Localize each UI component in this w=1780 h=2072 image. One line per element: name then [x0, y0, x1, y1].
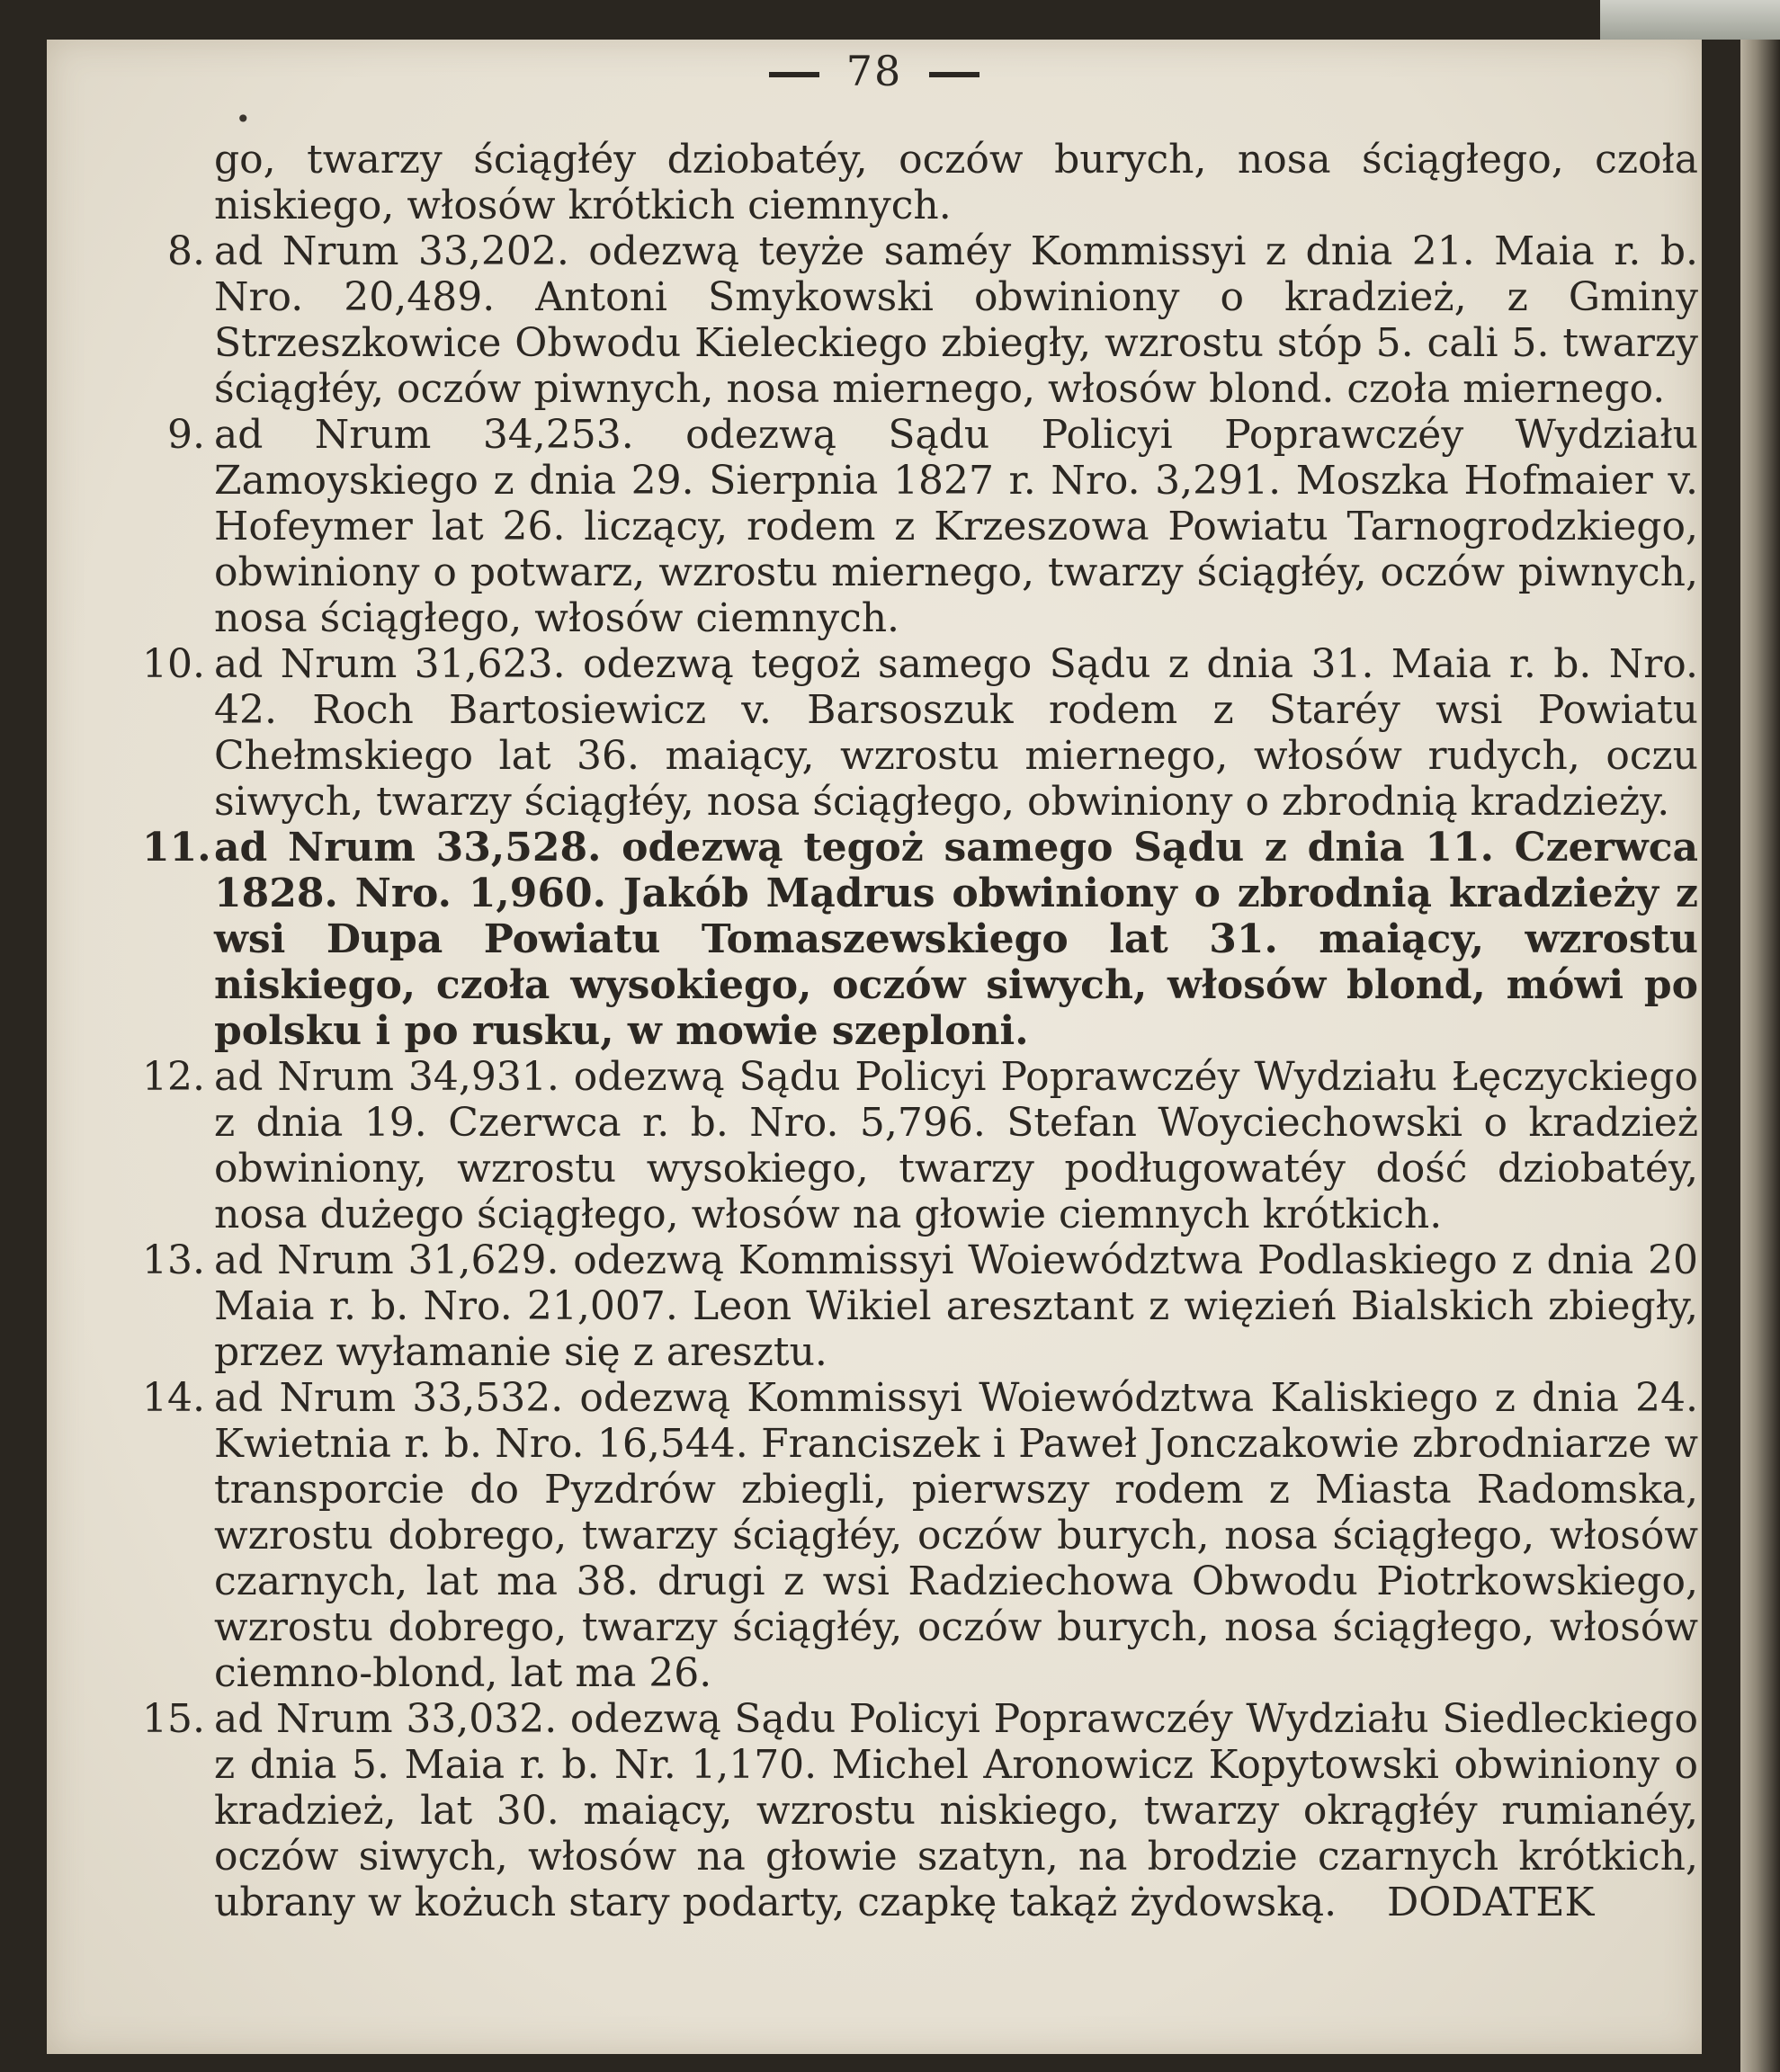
- page-corner: [1600, 0, 1780, 40]
- page-header: [47, 47, 1702, 95]
- margin-mark: •: [236, 104, 251, 134]
- entry-8: [167, 228, 1698, 412]
- entry-text: ad Nrum 33,528. odezwą tegoż samego Sądu z dnia 11. Czerwca 1828. Nro. 1,960. Jakób Mądrus obwiniony o zbrodnią kradzieży z wsi Dupa Powiatu Tomaszewskiego lat 31. maiący, wzrostu niskiego, czoła wysokiego, oczów siwych, włosów blond, mówi po polsku i po rusku, w mowie szeploni.: [214, 825, 1698, 1054]
- entry-text: ad Nrum 33,202. odezwą teyże saméy Kommissyi z dnia 21. Maia r. b. Nro. 20,489. Antoni Smykowski obwiniony o kradzież, z Gminy Strzeszkowice Obwodu Kieleckiego zbiegły, wzrostu stóp 5. cali 5. twarzy ściągłéy, oczów piwnych, nosa miernego, włosów blond. czoła miernego.: [214, 228, 1698, 412]
- catchword: DODATEK: [1387, 1880, 1595, 1925]
- entry-number: 8.: [167, 228, 205, 274]
- document-page: [47, 40, 1702, 2054]
- entry-text: ad Nrum 33,532. odezwą Kommissyi Woiewództwa Kaliskiego z dnia 24. Kwietnia r. b. Nro. 16,544. Franciszek i Paweł Jonczakowie zbrodniarze w transporcie do Pyzdrów zbiegli, pierwszy rodem z Miasta Radomska, wzrostu dobrego, twarzy ściągłéy, oczów burych, nosa ściągłego, włosów czarnych, lat ma 38. drugi z wsi Radziechowa Obwodu Piotrkowskiego, wzrostu dobrego, twarzy ściągłéy, oczów burych, nosa ściągłego, włosów ciemno-blond, lat ma 26.: [214, 1375, 1698, 1696]
- entry-number: 13.: [142, 1237, 205, 1283]
- entry-number: 15.: [142, 1696, 205, 1742]
- entry-number: 10.: [142, 641, 205, 687]
- entry-number: 11.: [142, 825, 211, 871]
- document-body: [142, 137, 1698, 1925]
- entry-number: 9.: [167, 412, 205, 458]
- page-number: 78: [845, 47, 903, 95]
- header-dash-left: [769, 72, 819, 77]
- entry-12: [142, 1054, 1698, 1237]
- entry-9: [167, 412, 1698, 641]
- page-edge: [1740, 0, 1780, 2072]
- entry-number: 12.: [142, 1054, 205, 1100]
- entry-number: 14.: [142, 1375, 205, 1421]
- header-dash-right: [929, 72, 979, 77]
- entry-text: ad Nrum 34,931. odezwą Sądu Policyi Poprawczéy Wydziału Łęczyckiego z dnia 19. Czerwca r. b. Nro. 5,796. Stefan Woyciechowski o kradzież obwiniony, wzrostu wysokiego, twarzy podługowatéy dość dziobatéy, nosa dużego ściągłego, włosów na głowie ciemnych krótkich.: [214, 1054, 1698, 1237]
- entry-11: [142, 825, 1698, 1054]
- paragraph-continuation: go, twarzy ściągłéy dziobatéy, oczów burych, nosa ściągłego, czoła niskiego, włosów krótkich ciemnych.: [214, 137, 1698, 228]
- entry-text: ad Nrum 31,629. odezwą Kommissyi Woiewództwa Podlaskiego z dnia 20 Maia r. b. Nro. 21,007. Leon Wikiel aresztant z więzień Bialskich zbiegły, przez wyłamanie się z aresztu.: [214, 1237, 1698, 1375]
- entry-10: [142, 641, 1698, 825]
- entry-15: [142, 1696, 1698, 1925]
- entry-14: [142, 1375, 1698, 1696]
- entry-text: ad Nrum 33,032. odezwą Sądu Policyi Poprawczéy Wydziału Siedleckiego z dnia 5. Maia r. b. Nr. 1,170. Michel Aronowicz Kopytowski obwiniony o kradzież, lat 30. maiący, wzrostu niskiego, twarzy okrągłéy rumianéy, oczów siwych, włosów na głowie szatyn, na brodzie czarnych krótkich, ubrany w kożuch stary podarty, czapkę takąż żydowską.: [214, 1696, 1698, 1925]
- entry-13: [142, 1237, 1698, 1375]
- entry-text: ad Nrum 34,253. odezwą Sądu Policyi Poprawczéy Wydziału Zamoyskiego z dnia 29. Sierpnia 1827 r. Nro. 3,291. Moszka Hofmaier v. Hofeymer lat 26. liczący, rodem z Krzeszowa Powiatu Tarnogrodzkiego, obwiniony o potwarz, wzrostu miernego, twarzy ściągłéy, oczów piwnych, nosa ściągłego, włosów ciemnych.: [214, 412, 1698, 641]
- entry-text: ad Nrum 31,623. odezwą tegoż samego Sądu z dnia 31. Maia r. b. Nro. 42. Roch Bartosiewicz v. Barsoszuk rodem z Staréy wsi Powiatu Chełmskiego lat 36. maiący, wzrostu miernego, włosów rudych, oczu siwych, twarzy ściągłéy, nosa ściągłego, obwiniony o zbrodnią kradzieży.: [214, 641, 1698, 825]
